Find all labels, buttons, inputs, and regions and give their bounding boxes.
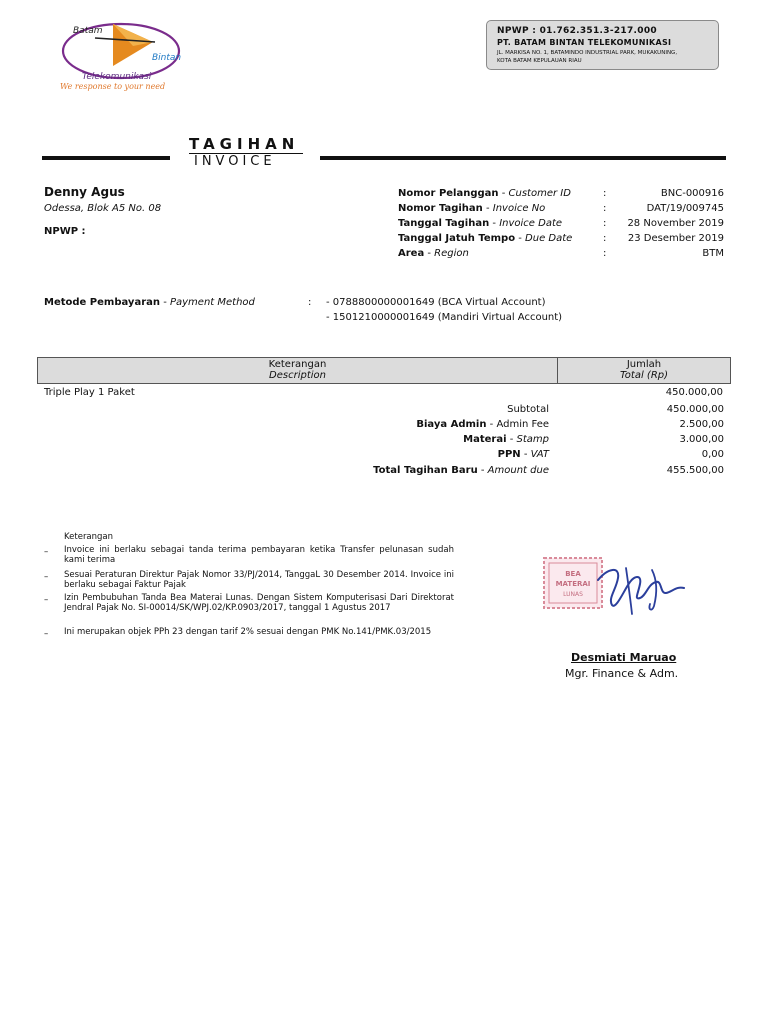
info-row-customer-id: Nomor Pelanggan - Customer ID : BNC-000916 [398,188,724,199]
summary-row-total: Total Tagihan Baru - Amount due 455.500,00 [373,465,724,476]
column-header-amount [558,359,730,381]
summary-label: PPN [497,449,521,460]
table-header [37,357,731,384]
summary-value: 0,00 [701,449,724,460]
company-address-line2: KOTA BATAM KEPULAUAN RIAU [497,58,582,64]
summary-row-vat: PPN - VAT 0,00 [497,449,724,460]
stamp-line2: MATERAI [555,580,591,588]
info-colon: : [603,233,607,244]
info-label-en: Invoice No [492,203,546,214]
stamp-line1: BEA [565,570,581,578]
info-value: BNC-000916 [660,188,724,199]
info-label: Tanggal Tagihan [398,218,490,229]
summary-label-en: VAT [530,449,549,460]
customer-address: Odessa, Blok A5 No. 08 [44,203,162,214]
info-label: Nomor Pelanggan [398,188,499,199]
note-bullet: – [44,629,49,639]
payment-label: Metode Pembayaran [44,297,161,308]
signature-image [590,560,695,620]
column-header-description [38,359,557,381]
column-header-label: Keterangan [268,359,327,370]
logo-text-batam: Batam [73,26,103,36]
notes-heading: Keterangan [64,532,114,542]
note-bullet: – [44,547,49,557]
signer-name: Desmiati Maruao [571,651,677,664]
info-value: BTM [702,248,724,259]
info-value: 28 November 2019 [627,218,724,229]
info-colon: : [603,203,607,214]
logo-slogan: We response to your need [60,82,166,91]
summary-value: 2.500,00 [679,419,724,430]
summary-label: Biaya Admin [416,419,487,430]
summary-row-admin-fee: Biaya Admin - Admin Fee 2.500,00 [416,419,724,430]
note-bullet: – [44,595,49,605]
summary-label-en: Amount due [487,465,549,476]
logo-text-telekomunikasi: Telekomunikasi [82,72,152,82]
company-info-box [486,20,719,70]
customer-name: Denny Agus [44,185,125,199]
info-label-en: Region [434,248,469,259]
summary-label: Materai [463,434,507,445]
payment-method-label: Metode Pembayaran - Payment Method [44,297,255,308]
info-row-invoice-no: Nomor Tagihan - Invoice No : DAT/19/009745 [398,203,724,214]
column-header-label: Jumlah [626,359,662,370]
info-label-en: Due Date [525,233,573,244]
invoice-title: TAGIHAN [189,135,300,153]
info-label-en: Customer ID [508,188,571,199]
info-label: Nomor Tagihan [398,203,483,214]
info-colon: : [603,188,607,199]
column-header-label-en: Total (Rp) [619,370,669,381]
summary-label: Subtotal [507,404,549,415]
title-rule-left [42,156,170,160]
summary-label-en: Stamp [516,434,549,445]
line-item-amount: 450.000,00 [665,387,723,398]
stamp-line3: LUNAS [563,591,583,598]
invoice-subtitle: INVOICE [194,154,276,169]
company-address-line1: JL. MARKISA NO. 1, BATAMINDO INDUSTRIAL PARK, MUKAKUNING, [497,50,678,56]
info-row-invoice-date: Tanggal Tagihan - Invoice Date : 28 November 2019 [398,218,724,229]
title-rule-right [320,156,726,160]
logo-text-bintan: Bintan [152,53,182,63]
info-label-en: Invoice Date [499,218,563,229]
line-item-description: Triple Play 1 Paket [44,387,135,398]
note-text: Invoice ini berlaku sebagai tanda terima pembayaran ketika Transfer pelunasan sudah kami terima [64,545,454,565]
summary-row-stamp: Materai - Stamp 3.000,00 [463,434,724,445]
note-bullet: – [44,572,49,582]
note-item [44,570,454,592]
info-colon: : [603,218,607,229]
customer-npwp-label: NPWP : [44,226,86,237]
summary-label-en: Admin Fee [496,419,549,430]
info-value: 23 Desember 2019 [627,233,724,244]
note-text: Ini merupakan objek PPh 23 dengan tarif 2% sesuai dengan PMK No.141/PMK.03/2015 [64,627,432,637]
company-address [497,49,708,65]
summary-row-subtotal [300,404,724,419]
note-item [44,593,454,625]
signer-title: Mgr. Finance & Adm. [565,667,679,680]
payment-colon: : [308,297,312,308]
info-value: DAT/19/009745 [646,203,724,214]
info-label: Area [398,248,425,259]
info-label: Tanggal Jatuh Tempo [398,233,516,244]
note-text: Izin Pembubuhan Tanda Bea Materai Lunas. Dengan Sistem Komputerisasi Dari Direktorat Jendral Pajak No. SI-00014/SK/WPJ.02/KP.0903/2017, tanggal 1 Agustus 2017 [64,593,454,613]
company-npwp: NPWP : 01.762.351.3-217.000 [497,26,657,36]
summary-value: 450.000,00 [666,404,724,415]
column-header-label-en: Description [269,370,326,381]
note-item [44,627,454,649]
summary-value: 455.500,00 [666,465,724,476]
summary-value: 3.000,00 [679,434,724,445]
info-colon: : [603,248,607,259]
payment-method-bca: - 0788800000001649 (BCA Virtual Account) [326,297,546,308]
note-text: Sesuai Peraturan Direktur Pajak Nomor 33/PJ/2014, TanggaL 30 Desember 2014. Invoice ini berlaku sebagai Faktur Pajak [64,570,454,590]
payment-label-en: Payment Method [169,297,255,308]
company-logo [55,18,195,96]
info-row-region: Area - Region : BTM [398,248,724,259]
summary-label: Total Tagihan Baru [373,465,478,476]
note-item [44,545,454,567]
info-row-due-date: Tanggal Jatuh Tempo - Due Date : 23 Desember 2019 [398,233,724,244]
company-name: PT. BATAM BINTAN TELEKOMUNIKASI [497,38,672,47]
payment-method-mandiri: - 1501210000001649 (Mandiri Virtual Account) [326,312,563,323]
